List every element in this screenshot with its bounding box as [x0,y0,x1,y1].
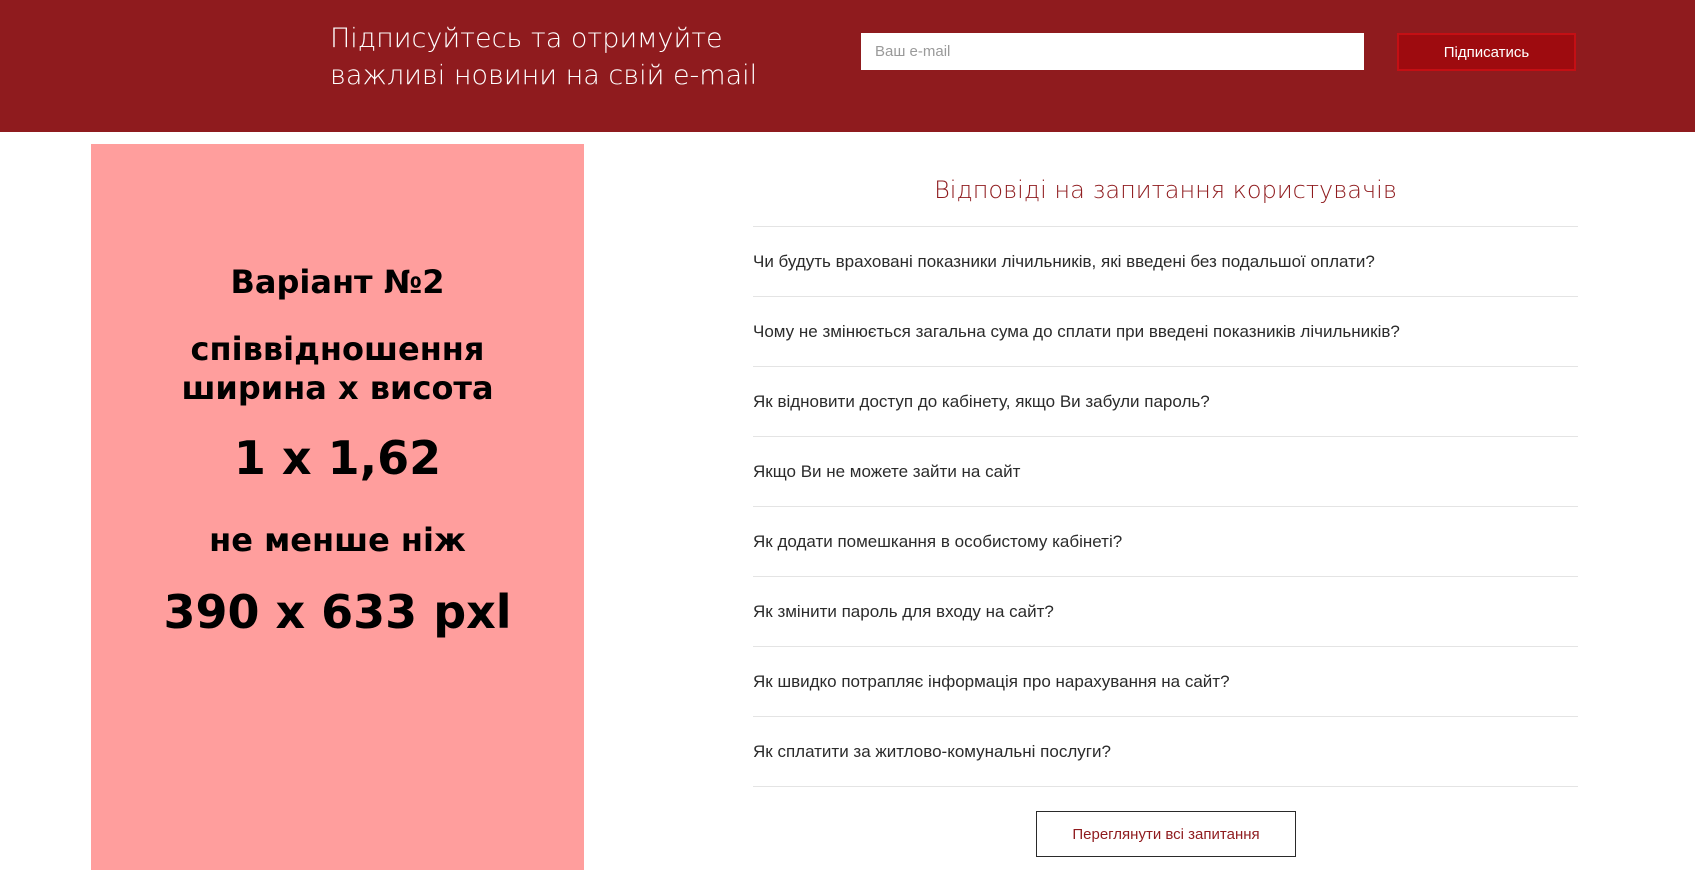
banner-ratio-value: 1 х 1,62 [233,431,442,485]
banner-variant: Варіант №2 [230,263,445,301]
faq-item[interactable]: Чи будуть враховані показники лічильників, які введені без подальшої оплати? [753,227,1578,297]
faq-item[interactable]: Як сплатити за житлово-комунальні послуги? [753,717,1578,787]
faq-item[interactable]: Як швидко потрапляє інформація про нарахування на сайт? [753,647,1578,717]
faq-section [753,160,1578,787]
view-all-questions-button[interactable]: Переглянути всі запитання [1036,811,1296,857]
faq-title: Відповіді на запитання користувачів [753,160,1578,227]
email-input[interactable] [861,33,1364,70]
subscribe-bar [0,0,1695,132]
faq-list [753,227,1578,787]
banner-ratio-label [91,330,584,408]
subscribe-title [330,20,790,94]
banner-min-label: не менше ніж [209,521,466,559]
faq-item[interactable]: Якщо Ви не можете зайти на сайт [753,437,1578,507]
ad-banner-placeholder [91,144,584,870]
banner-ratio-line2: ширина х висота [181,369,494,407]
faq-item[interactable]: Як додати помешкання в особистому кабінеті? [753,507,1578,577]
faq-item[interactable]: Чому не змінюється загальна сума до сплати при введені показників лічильників? [753,297,1578,367]
faq-item[interactable]: Як змінити пароль для входу на сайт? [753,577,1578,647]
banner-ratio-line1: співвідношення [190,330,485,368]
faq-item[interactable]: Як відновити доступ до кабінету, якщо Ви забули пароль? [753,367,1578,437]
subscribe-title-line1: Підписуйтесь та отримуйте [330,23,723,54]
banner-min-size: 390 х 633 pxl [163,585,512,639]
subscribe-title-line2: важливі новини на свій e-mail [330,60,758,91]
subscribe-button[interactable]: Підписатись [1397,33,1576,71]
